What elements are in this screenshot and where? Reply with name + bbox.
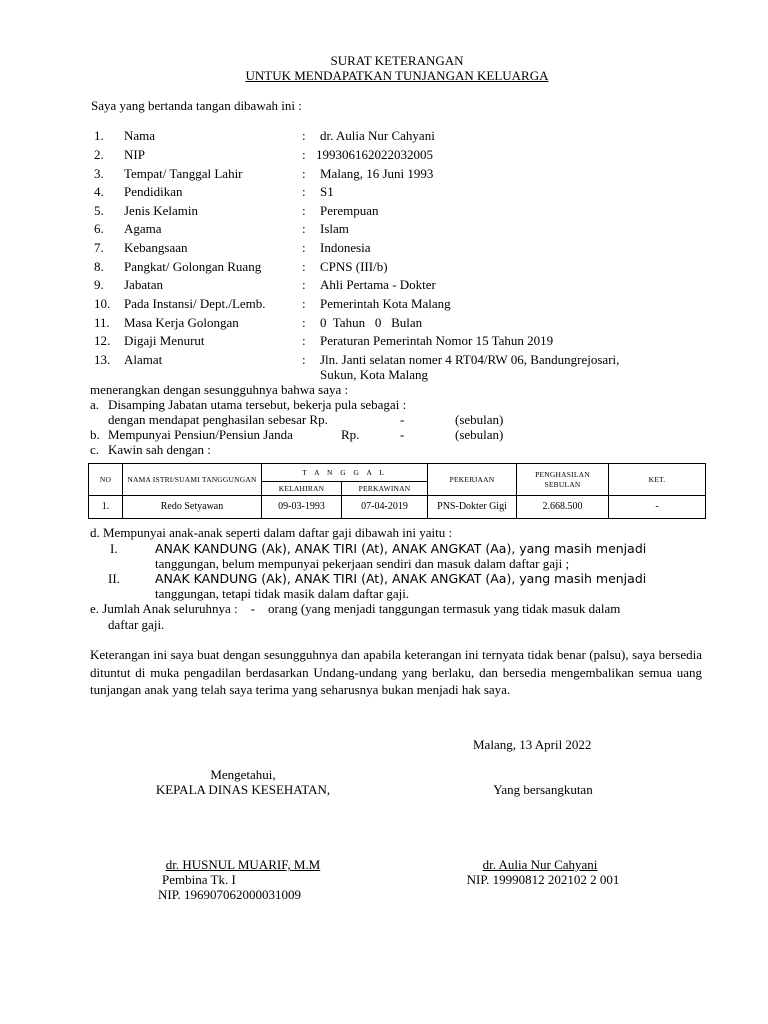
item-b-period: (sebulan) — [455, 427, 504, 442]
field-separator: : — [302, 315, 306, 330]
field-number: 2. — [94, 147, 104, 162]
right-signatory-name: dr. Aulia Nur Cahyani — [482, 857, 598, 872]
field-separator: : — [302, 352, 306, 367]
item-a-income-value: - — [400, 412, 405, 427]
item-b-currency: Rp. — [341, 427, 360, 442]
cell-job: PNS-Dokter Gigi — [428, 496, 517, 519]
header-marriage-date: PERKAWINAN — [342, 482, 428, 496]
field-number: 4. — [94, 184, 104, 199]
item-c-text: Kawin sah dengan : — [108, 442, 211, 457]
field-value: 199306162022032005 — [316, 147, 433, 162]
item-b-text: Mempunyai Pensiun/Pensiun Janda — [108, 427, 293, 442]
field-value: Jln. Janti selatan nomer 4 RT04/RW 06, Bandungrejosari, — [320, 352, 620, 367]
field-label: Pangkat/ Golongan Ruang — [124, 259, 262, 274]
field-separator: : — [302, 147, 306, 162]
field-value: dr. Aulia Nur Cahyani — [320, 128, 435, 143]
right-signatory-nip: NIP. 19990812 202102 2 001 — [466, 872, 620, 887]
field-number: 9. — [94, 277, 104, 292]
table-row — [89, 496, 706, 519]
statement-text: menerangkan dengan sesungguhnya bahwa saya : — [90, 382, 349, 397]
field-value: Peraturan Pemerintah Nomor 15 Tahun 2019 — [320, 333, 554, 348]
item-d-text: d. Mempunyai anak-anak seperti dalam daftar gaji dibawah ini yaitu : — [90, 525, 453, 540]
item-d-i-line-2: tanggungan, belum mempunyai pekerjaan sendiri dan masuk dalam daftar gaji ; — [155, 556, 570, 571]
field-value: 0 Tahun 0 Bulan — [320, 315, 423, 330]
field-number: 13. — [94, 352, 111, 367]
header-note: KET. — [609, 464, 706, 496]
field-value: Ahli Pertama - Dokter — [320, 277, 436, 292]
field-number: 10. — [94, 296, 111, 311]
field-separator: : — [302, 166, 306, 181]
field-value: Pemerintah Kota Malang — [320, 296, 451, 311]
item-d-ii-line-2: tanggungan, tetapi tidak masik dalam daftar gaji. — [155, 586, 410, 601]
item-d-ii-line-1: ANAK KANDUNG (Ak), ANAK TIRI (At), ANAK ANGKAT (Aa), yang masih menjadi — [155, 571, 647, 586]
field-value: Indonesia — [320, 240, 371, 255]
left-signatory-rank: Pembina Tk. I — [162, 872, 236, 887]
left-signatory-role: KEPALA DINAS KESEHATAN, — [155, 782, 331, 797]
field-label: NIP — [124, 147, 145, 162]
right-signatory-role: Yang bersangkutan — [493, 782, 593, 797]
field-label: Digaji Menurut — [124, 333, 205, 348]
cell-note: - — [609, 496, 706, 519]
field-number: 6. — [94, 221, 104, 236]
left-signatory-name: dr. HUSNUL MUARIF, M.M — [165, 857, 321, 872]
field-number: 11. — [94, 315, 110, 330]
cell-no: 1. — [89, 496, 123, 519]
cell-birth-date: 09-03-1993 — [262, 496, 342, 519]
item-a-mark: a. — [90, 397, 100, 412]
left-signatory-nip: NIP. 196907062000031009 — [158, 887, 302, 902]
field-separator: : — [302, 333, 306, 348]
item-e-line-2: daftar gaji. — [108, 617, 165, 632]
intro-text: Saya yang bertanda tangan dibawah ini : — [91, 98, 302, 113]
header-spouse-name: NAMA ISTRI/SUAMI TANGGUNGAN — [123, 464, 262, 496]
field-label: Tempat/ Tanggal Lahir — [124, 166, 243, 181]
field-separator: : — [302, 296, 306, 311]
closing-paragraph: Keterangan ini saya buat dengan sesungguhnya dan apabila keterangan ini ternyata tidak benar (palsu), saya bersedia dituntut di muka pengadilan berdasarkan Undang-undang yang berlaku, dan bersedia mengembalikan semua uang tunjangan anak yang telah saya terima yang seharusnya bukan menjadi hak saya. — [90, 647, 702, 697]
field-label: Agama — [124, 221, 162, 236]
field-label: Alamat — [124, 352, 163, 367]
field-label: Pendidikan — [124, 184, 183, 199]
field-label: Jenis Kelamin — [124, 203, 199, 218]
cell-spouse-name: Redo Setyawan — [123, 496, 262, 519]
place-date: Malang, 13 April 2022 — [473, 737, 592, 752]
title-line-2: UNTUK MENDAPATKAN TUNJANGAN KELUARGA — [245, 68, 549, 83]
field-separator: : — [302, 184, 306, 199]
field-number: 1. — [94, 128, 104, 143]
field-label: Nama — [124, 128, 156, 143]
field-label: Jabatan — [124, 277, 163, 292]
field-value: Islam — [320, 221, 349, 236]
field-value: Perempuan — [320, 203, 379, 218]
field-label: Pada Instansi/ Dept./Lemb. — [124, 296, 266, 311]
field-separator: : — [302, 128, 306, 143]
field-label: Kebangsaan — [124, 240, 188, 255]
item-d-i-line-1: ANAK KANDUNG (Ak), ANAK TIRI (At), ANAK ANGKAT (Aa), yang masih menjadi — [155, 541, 647, 556]
header-job: PEKERJAAN — [428, 464, 517, 496]
field-number: 7. — [94, 240, 104, 255]
field-separator: : — [302, 240, 306, 255]
title-line-1: SURAT KETERANGAN — [330, 53, 464, 68]
header-income: PENGHASILAN SEBULAN — [517, 464, 609, 496]
item-c-mark: c. — [90, 442, 100, 457]
field-label: Masa Kerja Golongan — [124, 315, 239, 330]
field-separator: : — [302, 203, 306, 218]
field-separator: : — [302, 277, 306, 292]
item-d-i-mark: I. — [110, 541, 118, 556]
field-separator: : — [302, 259, 306, 274]
item-b-mark: b. — [90, 427, 100, 442]
header-no: NO — [89, 464, 123, 496]
field-separator: : — [302, 221, 306, 236]
field-value: CPNS (III/b) — [320, 259, 388, 274]
field-number: 5. — [94, 203, 104, 218]
field-number: 3. — [94, 166, 104, 181]
item-a-text: Disamping Jabatan utama tersebut, bekerja pula sebagai : — [108, 397, 407, 412]
cell-marriage-date: 07-04-2019 — [342, 496, 428, 519]
item-d-ii-mark: II. — [108, 571, 120, 586]
header-birth-date: KELAHIRAN — [262, 482, 342, 496]
item-a-period: (sebulan) — [455, 412, 504, 427]
field-value: S1 — [320, 184, 334, 199]
item-b-value: - — [400, 427, 405, 442]
acknowledge-label: Mengetahui, — [210, 767, 276, 782]
header-date-group: T A N G G A L — [262, 464, 428, 482]
spouse-table — [88, 463, 706, 519]
field-number: 12. — [94, 333, 111, 348]
table-header-row — [89, 464, 706, 482]
cell-income: 2.668.500 — [517, 496, 609, 519]
item-a-income-label: dengan mendapat penghasilan sebesar Rp. — [108, 412, 328, 427]
item-e-line-1: e. Jumlah Anak seluruhnya : - orang (yang menjadi tanggungan termasuk yang tidak masuk dalam — [90, 601, 621, 616]
field-number: 8. — [94, 259, 104, 274]
field-value: Malang, 16 Juni 1993 — [320, 166, 434, 181]
field-value-continued: Sukun, Kota Malang — [320, 367, 428, 382]
